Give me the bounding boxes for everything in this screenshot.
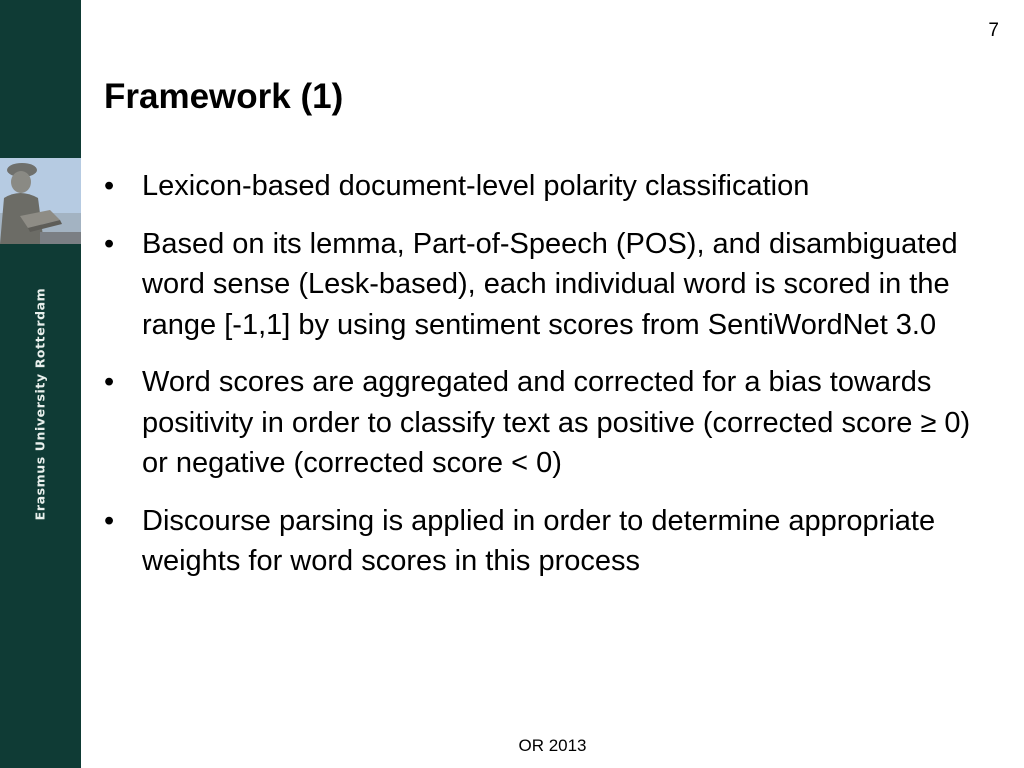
bullet-marker: • bbox=[104, 170, 115, 202]
slide-title: Framework (1) bbox=[104, 77, 344, 116]
bullet-list bbox=[104, 166, 984, 599]
bullet-item bbox=[104, 501, 984, 582]
bullet-text: Lexicon-based document-level polarity classification bbox=[142, 170, 810, 202]
sidebar bbox=[0, 0, 81, 768]
bullet-text: Word scores are aggregated and corrected for a bias towards positivity in order to classify text as positive (corrected score ≥ 0) or negative (corrected score < 0) bbox=[142, 366, 971, 479]
bullet-marker: • bbox=[104, 227, 115, 260]
bullet-item bbox=[104, 362, 984, 484]
bullet-marker: • bbox=[104, 504, 115, 537]
page-number: 7 bbox=[988, 20, 999, 41]
university-name: Erasmus University Rotterdam bbox=[32, 287, 48, 521]
bullet-item bbox=[104, 166, 984, 207]
bullet-item bbox=[104, 224, 984, 346]
footer-text: OR 2013 bbox=[518, 736, 587, 755]
erasmus-statue-image bbox=[0, 158, 81, 244]
bullet-text: Based on its lemma, Part-of-Speech (POS), and disambiguated word sense (Lesk-based), each individual word is scored in the range [-1,1] by using sentiment scores from SentiWordNet 3.0 bbox=[142, 227, 958, 341]
bullet-text: Discourse parsing is applied in order to determine appropriate weights for word scores in this process bbox=[142, 504, 936, 577]
bullet-marker: • bbox=[104, 366, 115, 398]
